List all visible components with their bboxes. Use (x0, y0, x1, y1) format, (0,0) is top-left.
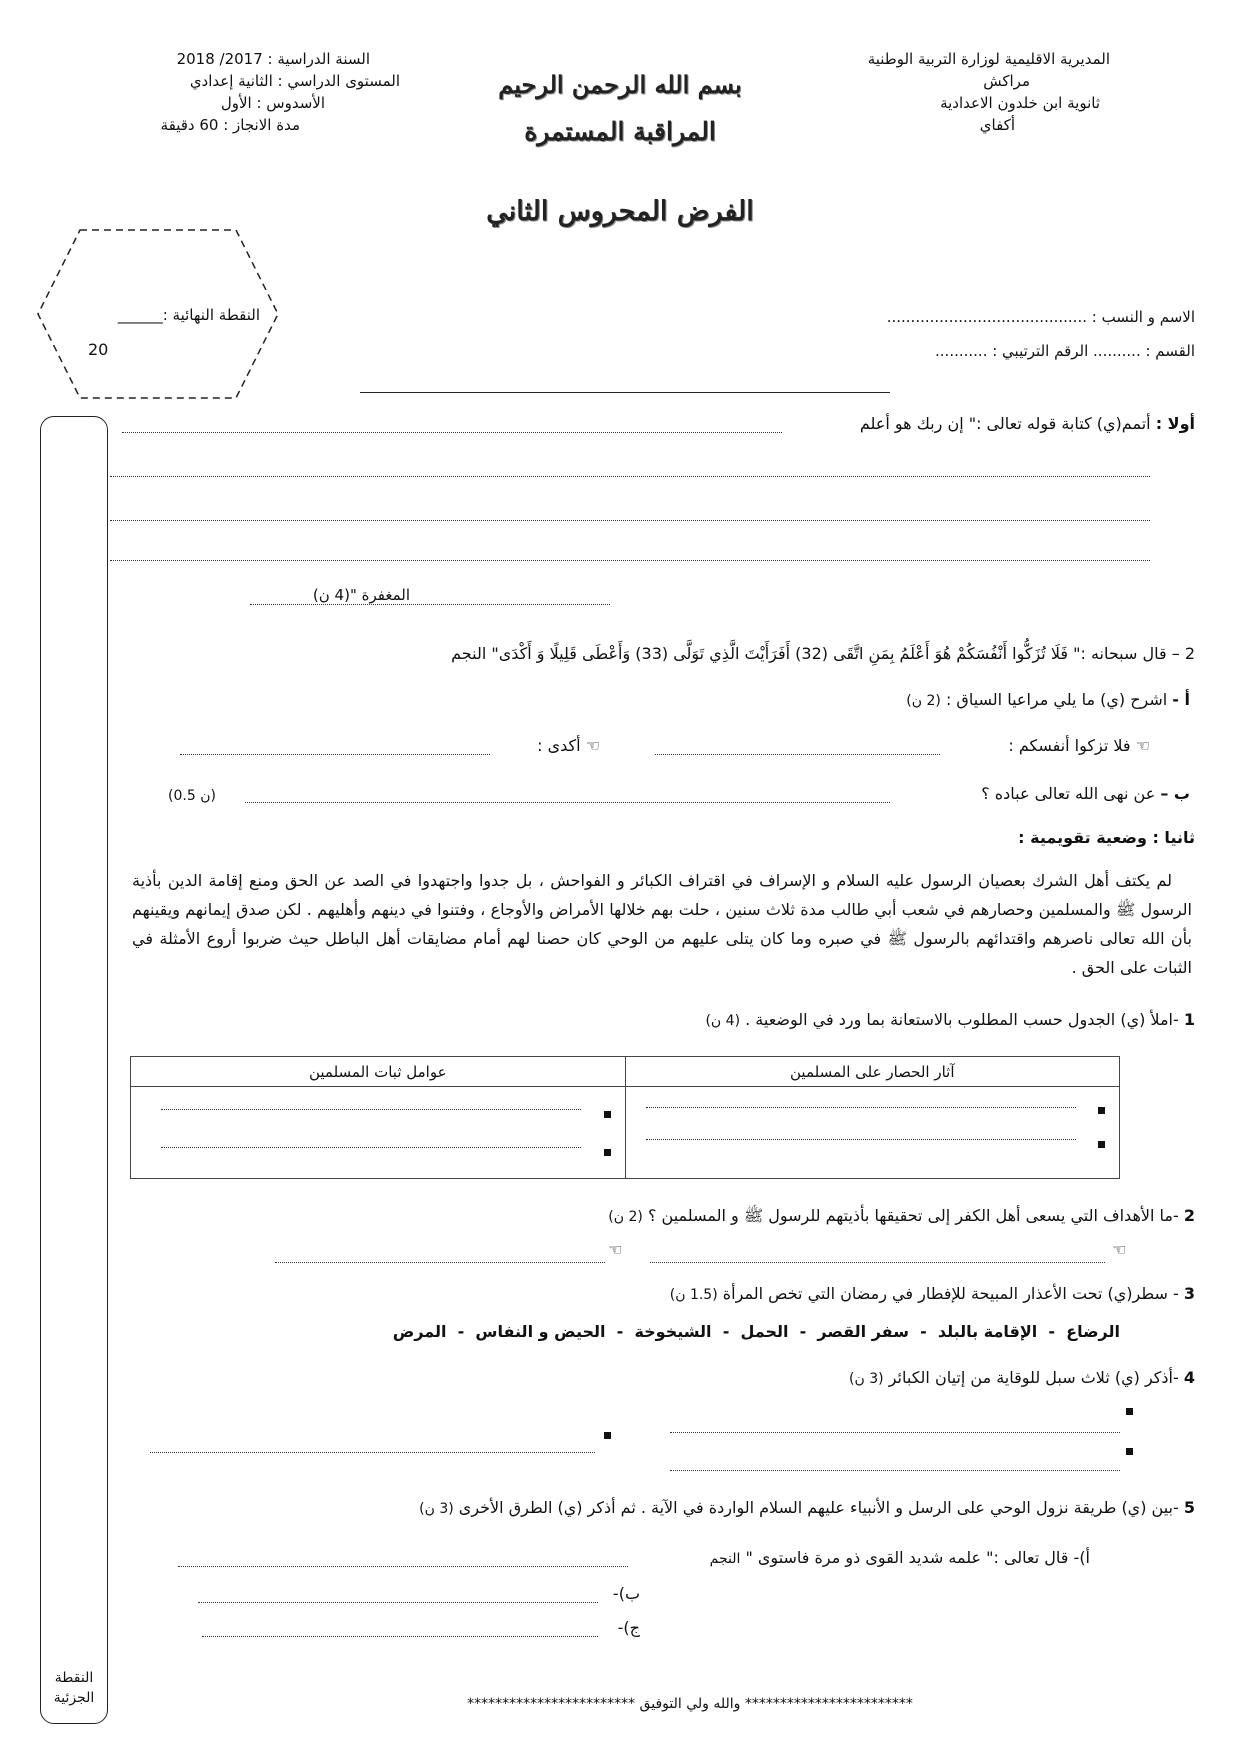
duration: مدة الانجاز : 60 دقيقة (160, 116, 300, 134)
answer-line[interactable] (110, 560, 1150, 561)
option[interactable]: الحمل (740, 1322, 789, 1341)
exam-subtitle: الفرض المحروس الثاني (486, 196, 754, 227)
q2b-points: (0.5 ن) (168, 788, 216, 804)
exam-info (80, 48, 410, 136)
s2q5-a: أ)- قال تعالى :" علمه شديد القوى ذو مرة فاستوى " النجم (709, 1548, 1090, 1567)
town: أكفاي (979, 116, 1015, 134)
semester: الأسدوس : الأول (220, 94, 325, 112)
partial-grade-column (40, 416, 108, 1724)
answer-line[interactable] (275, 1262, 605, 1263)
basmala: بسم الله الرحمن الرحيم (498, 70, 742, 99)
header-center (470, 70, 770, 146)
word-tazkiya: ☜ فلا تزكوا أنفسكم : (1008, 736, 1150, 755)
section1-text: أتمم(ي) كتابة قوله تعالى :" إن ربك هو أعلم (859, 414, 1151, 433)
word-akda: ☜ أكدى : (537, 736, 600, 755)
grade-level: المستوى الدراسي : الثانية إعدادي (189, 72, 400, 90)
answer-line[interactable] (150, 1452, 595, 1453)
answer-line[interactable] (670, 1432, 1120, 1433)
s2q5-c: ج)- (617, 1618, 640, 1637)
final-grade-total: 20 (88, 340, 109, 359)
footer: ************************ والله ولي التوفيق ************************ (467, 1696, 913, 1712)
q2a-prompt: أ - اشرح (ي) ما يلي مراعيا السياق : (2 ن) (906, 690, 1190, 709)
option[interactable]: سفر القصر (817, 1322, 909, 1341)
answer-line[interactable] (202, 1636, 598, 1637)
option[interactable]: الرضاع (1066, 1322, 1120, 1341)
pointer-icon: ☜ (608, 1240, 623, 1259)
section1-prompt (695, 414, 1195, 433)
bullet (604, 1432, 611, 1439)
school-year: السنة الدراسية : 2017/ 2018 (176, 50, 370, 68)
s2q3-prompt: 3 - سطر(ي) تحت الأعذار المبيحة للإفطار في رمضان التي تخص المرأة (1.5 ن) (669, 1284, 1195, 1303)
answer-line[interactable] (250, 604, 610, 605)
header-divider (360, 392, 890, 393)
pointer-icon: ☜ (1130, 736, 1150, 755)
student-name-field[interactable]: الاسم و النسب : .......................................... (886, 308, 1195, 326)
partial-grade-label: النقطة الجزئية (53, 1670, 95, 1706)
option[interactable]: المرض (392, 1322, 447, 1341)
section1-lead: أولا : (1155, 414, 1195, 433)
table-cell-effects[interactable] (625, 1087, 1120, 1179)
school-info (780, 48, 1110, 136)
table-header-factors: عوامل ثبات المسلمين (131, 1057, 626, 1087)
answer-line[interactable] (122, 432, 782, 433)
s2q2-prompt: 2 -ما الأهداف التي يسعى أهل الكفر إلى تحقيقها بأذيتهم للرسول ﷺ و المسلمين ؟ (2 ن) (608, 1206, 1195, 1225)
exam-title: المراقبة المستمرة (524, 117, 716, 146)
answer-line[interactable] (670, 1470, 1120, 1471)
q2b-prompt: ب – عن نهى الله تعالى عباده ؟ (981, 784, 1190, 803)
scenario-paragraph: لم يكتف أهل الشرك بعصيان الرسول عليه السلام و الإسراف في اقتراف الكبائر و الفواحش ، بل جدوا واجتهدوا في الصد عن الحق ومنع إقامة الدين بأذية الرسول ﷺ والمسلمين وحصارهم في شعب أبي طالب مدة ثلاث سنين ، حلت بهم خلالها الأمراض والأوجاع ، وفتنوا في دينهم وأهليهم . لكن صدق إيمانهم ويقينهم بأن الله تعالى ناصرهم واقتدائهم بالرسول ﷺ في صبره وما كان يتلى عليهم من الوحي كان حصنا لهم أمام مضايقات أهل الباطل حيث ضربوا أروع الأمثلة في الثبات على الحق . (132, 871, 1192, 977)
section1-end: المغفرة "(4 ن) (312, 586, 410, 604)
answer-table (130, 1056, 1120, 1179)
s2q1-prompt: 1 -املأ (ي) الجدول حسب المطلوب بالاستعانة بما ورد في الوضعية . (4 ن) (705, 1010, 1195, 1029)
table-cell-factors[interactable] (131, 1087, 626, 1179)
answer-line[interactable] (655, 754, 940, 755)
answer-line[interactable] (110, 520, 1150, 521)
answer-line[interactable] (650, 1262, 1105, 1263)
answer-line[interactable] (198, 1602, 598, 1603)
pointer-icon: ☜ (580, 736, 600, 755)
student-class-field[interactable]: القسم : .......... الرقم الترتيبي : ........... (935, 342, 1195, 360)
table-header-effects: آثار الحصار على المسلمين (625, 1057, 1120, 1087)
answer-line[interactable] (180, 754, 490, 755)
s2q5-prompt: 5 -بين (ي) طريقة نزول الوحي على الرسل و الأنبياء عليهم السلام الواردة في الآية . ثم أذكر (ي) الطرق الأخرى (3 ن) (419, 1498, 1195, 1517)
bullet (1126, 1448, 1133, 1455)
bullet (1126, 1408, 1133, 1415)
option[interactable]: الحيض و النفاس (475, 1322, 606, 1341)
city: مراكش (983, 72, 1030, 90)
answer-line[interactable] (178, 1566, 628, 1567)
option[interactable]: الإقامة بالبلد (937, 1322, 1038, 1341)
s2q4-prompt: 4 -أذكر (ي) ثلاث سبل للوقاية من إتيان الكبائر (3 ن) (849, 1368, 1195, 1387)
fasting-excuses-list: الرضاع - الإقامة بالبلد - سفر القصر - الحمل - الشيخوخة - الحيض و النفاس - المرض (392, 1322, 1120, 1341)
q2-verse: 2 – قال سبحانه :" فَلَا تُزَكُّوا أَنْفُسَكُمْ هُوَ أَعْلَمُ بِمَنِ اتَّقَى (32) أَفَرَأَيْتَ الَّذِي تَوَلَّى (33) وَأَعْطَى قَلِيلًا وَ أَكْدَى" النجم (451, 644, 1195, 663)
final-grade-label: النقطة النهائية :______ (117, 306, 260, 324)
directorate: المديرية الاقليمية لوزارة التربية الوطنية (867, 50, 1110, 68)
s2q5-b: ب)- (612, 1584, 640, 1603)
school-name: ثانوية ابن خلدون الاعدادية (940, 94, 1100, 112)
answer-line[interactable] (245, 802, 890, 803)
pointer-icon: ☜ (1112, 1240, 1127, 1259)
section2-title: ثانيا : وضعية تقويمية : (1018, 828, 1195, 847)
answer-line[interactable] (110, 476, 1150, 477)
option[interactable]: الشيخوخة (634, 1322, 712, 1341)
